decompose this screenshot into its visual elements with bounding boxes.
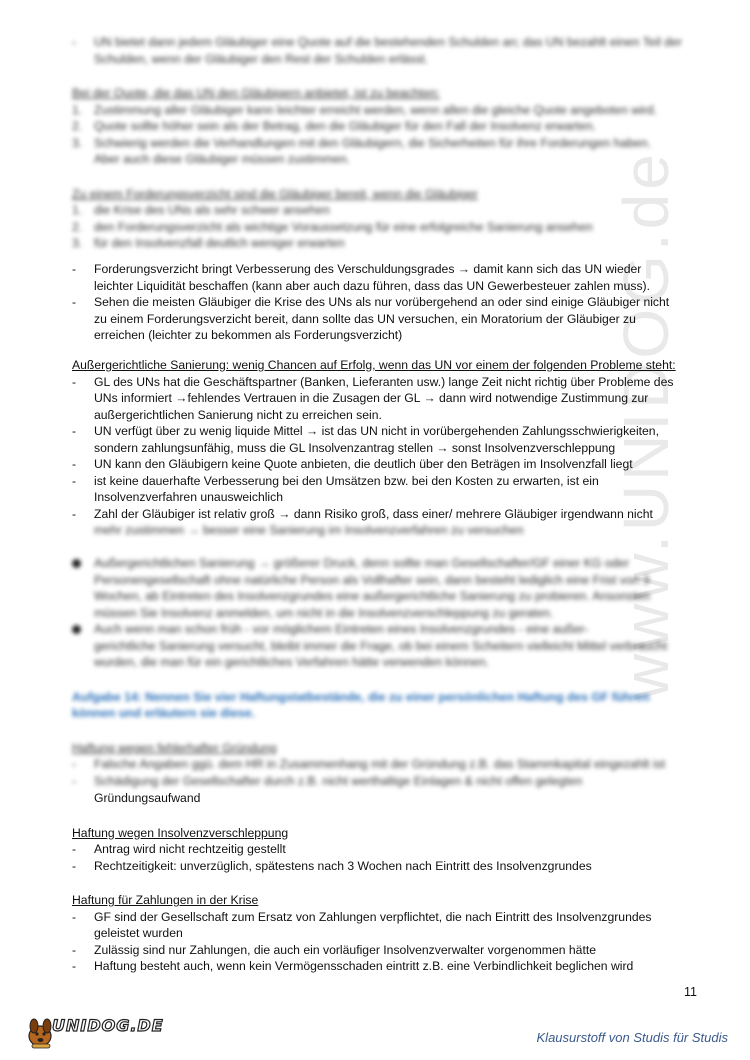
task-heading: Aufgabe 14: Nennen Sie vier Haftungstatbestände, die zu einer persönlichen Haftung des GF führen bbox=[72, 689, 650, 704]
bullet-line: Personengesellschaft ohne natürliche Person als Vollhafter sein, dann besteht lediglich eine Frist von 3 bbox=[94, 572, 650, 587]
list-item: - GL des UNs hat die Geschäftspartner (Banken, Lieferanten usw.) lange Zeit nicht richtig über Probleme des bbox=[72, 374, 674, 389]
clear-section-3 bbox=[72, 790, 712, 975]
list-item: 3. Schwierig werden die Verhandlungen mit den Gläubigern, die Sicherheiten für ihre Forderungen haben. bbox=[72, 135, 651, 150]
haftung-heading: Haftung wegen fehlerhafter Gründung bbox=[72, 740, 277, 755]
insolvenz-heading: Haftung wegen Insolvenzverschleppung bbox=[72, 825, 289, 840]
verzicht-heading: Zu einem Forderungsverzicht sind die Gläubiger bereit, wenn die Gläubiger bbox=[72, 186, 478, 201]
list-item: - UN kann den Gläubigern keine Quote anbieten, die deutlich über den Beträgen im Insolvenzfall liegt bbox=[72, 457, 633, 471]
list-item: 1. Zustimmung aller Gläubiger kann leichter erreicht werden, wenn allen die gleiche Quote angeboten wird. bbox=[72, 102, 657, 117]
list-item: - Zulässig sind nur Zahlungen, die auch ein vorläufiger Insolvenzverwalter vorgenommen hätte bbox=[72, 942, 596, 957]
list-item-cont: sondern zahlungsunfähig, muss die GL Insolvenzantrag stellen → sonst Insolvenzverschleppung bbox=[94, 440, 616, 455]
list-item: 3. für den Insolvenzfall deutlich weniger erwarten bbox=[72, 236, 345, 250]
bullet-icon bbox=[72, 625, 81, 634]
bullet-block bbox=[72, 555, 712, 621]
bullet-line: Wochen, ab Eintreten des Insolvenzgrundes eine außergerichtliche Sanierung zu probieren. Ansonsten bbox=[94, 589, 651, 603]
list-item-cont: leichter Liquidität beschaffen (kann aber auch dazu führen, dass das UN Gewerbesteuer zahlen muss). bbox=[94, 278, 650, 293]
bullet-line: müssen Sie Insolvenz anmelden, um nicht in die Insolvenzverschleppung zu geraten. bbox=[94, 605, 554, 620]
clear-section-1 bbox=[72, 261, 712, 344]
list-item: - Haftung besteht auch, wenn kein Vermögensschaden eintritt z.B. eine Verbindlichkeit beglichen wird bbox=[72, 959, 634, 973]
list-item: - Zahl der Gläubiger ist relativ groß → dann Risiko groß, dass einer/ mehrere Gläubiger irgendwann nicht bbox=[72, 506, 653, 521]
list-item-cont: UNs informiert →fehlendes Vertrauen in die Zusagen der GL → dann wird notwendige Zustimmung zur bbox=[94, 391, 649, 405]
list-item-cont: mehr zustimmen → besser eine Sanierung im Insolvenzverfahren zu versuchen bbox=[94, 523, 524, 537]
list-item: - Antrag wird nicht rechtzeitig gestellt bbox=[72, 842, 286, 856]
bullet-line: Auch wenn man schon früh - vor möglichem Eintreten eines Insolvenzgrundes - eine außer- bbox=[94, 622, 589, 636]
list-item: 1. die Krise des UNs als sehr schwer ansehen bbox=[72, 203, 330, 217]
list-item: 2. den Forderungsverzicht als wichtige Voraussetzung für eine erfolgreiche Sanierung ansehen bbox=[72, 219, 593, 234]
watermark: www.UNIDOG.de bbox=[610, 150, 682, 700]
bullet-icon bbox=[72, 559, 81, 568]
zahlungen-heading: Haftung für Zahlungen in der Krise bbox=[72, 893, 259, 907]
list-item-cont: außergerichtlichen Sanierung nicht zu erreichen sein. bbox=[94, 407, 382, 422]
bullet-line: wurden, die man für ein gerichtliches Verfahren hätte verwenden können. bbox=[94, 655, 489, 669]
clear-section-2 bbox=[72, 357, 722, 539]
bullet-block bbox=[72, 621, 712, 671]
bullet-line: Außergerichtlichen Sanierung → größerer Druck, denn sollte man Gesellschafter/GF einer KG oder bbox=[94, 556, 630, 570]
list-item-cont: erreichen (leichter zu bekommen als Forderungsverzicht) bbox=[94, 328, 403, 342]
list-item: - Rechtzeitigkeit: unverzüglich, spätestens nach 3 Wochen nach Eintritt des Insolvenzgrundes bbox=[72, 858, 592, 873]
list-item: - ist keine dauerhafte Verbesserung bei den Umsätzen bzw. bei den Kosten zu erwarten, ist ein bbox=[72, 473, 599, 488]
list-item-cont: geleistet wurden bbox=[94, 926, 183, 940]
list-item-cont: Gründungsaufwand bbox=[94, 791, 201, 805]
list-item: - GF sind der Gesellschaft zum Ersatz von Zahlungen verpflichtet, die nach Eintritt des Insolvenzgrundes bbox=[72, 909, 652, 924]
quote-heading: Bei der Quote, die das UN den Gläubigern anbietet, ist zu beachten: bbox=[72, 86, 440, 100]
bullet-line: gerichtliche Sanierung versucht, bleibt immer die Frage, ob bei einem Scheitern vielleicht Mittel verbraucht bbox=[94, 638, 668, 653]
list-item-cont: zu einem Forderungsverzicht bereit, dann sollte das UN versuchen, ein Moratorium der Gläubiger zu bbox=[94, 311, 636, 326]
list-item: 2. Quote sollte höher sein als der Betrag, den die Gläubiger für den Fall der Insolvenz erwarten. bbox=[72, 119, 597, 133]
list-item: - UN bietet dann jedem Gläubiger eine Quote auf die bestehenden Schulden an; das UN bezahlt einen Teil der Schulden, wenn der Gläubiger den Rest der Schulden erlässt. bbox=[72, 35, 682, 66]
blurred-mid-section bbox=[72, 555, 712, 789]
page-number: 11 bbox=[684, 985, 697, 999]
section-heading: Außergerichtliche Sanierung: wenig Chancen auf Erfolg, wenn das UN vor einem der folgenden Probleme steht: bbox=[72, 358, 676, 372]
list-item-cont: Insolvenzverfahren unausweichlich bbox=[94, 490, 284, 504]
list-item: - Forderungsverzicht bringt Verbesserung des Verschuldungsgrades → damit kann sich das UN wieder bbox=[72, 262, 642, 276]
list-item: - UN verfügt über zu wenig liquide Mittel → ist das UN nicht in vorübergehenden Zahlungsschwierigkeiten, bbox=[72, 424, 659, 438]
logo-text: UNIDOG.DE bbox=[52, 1016, 164, 1035]
list-item: - Schädigung der Gesellschafter durch z.B. nicht werthaltige Einlagen & nicht offen gelegten bbox=[72, 773, 583, 788]
task-heading-cont: können und erläutern sie diese. bbox=[72, 706, 255, 720]
blurred-top-section bbox=[72, 34, 712, 252]
list-item-cont: Aber auch diese Gläubiger müssen zustimmen. bbox=[94, 152, 351, 166]
list-item: - Falsche Angaben ggü. dem HR in Zusammenhang mit der Gründung z.B. das Stammkapital eingezahlt ist bbox=[72, 757, 666, 771]
footer-tagline: Klausurstoff von Studis für Studis bbox=[536, 1030, 728, 1045]
list-item: - Sehen die meisten Gläubiger die Krise des UNs als nur vorübergehend an oder sind einige Gläubiger nicht bbox=[72, 295, 670, 309]
